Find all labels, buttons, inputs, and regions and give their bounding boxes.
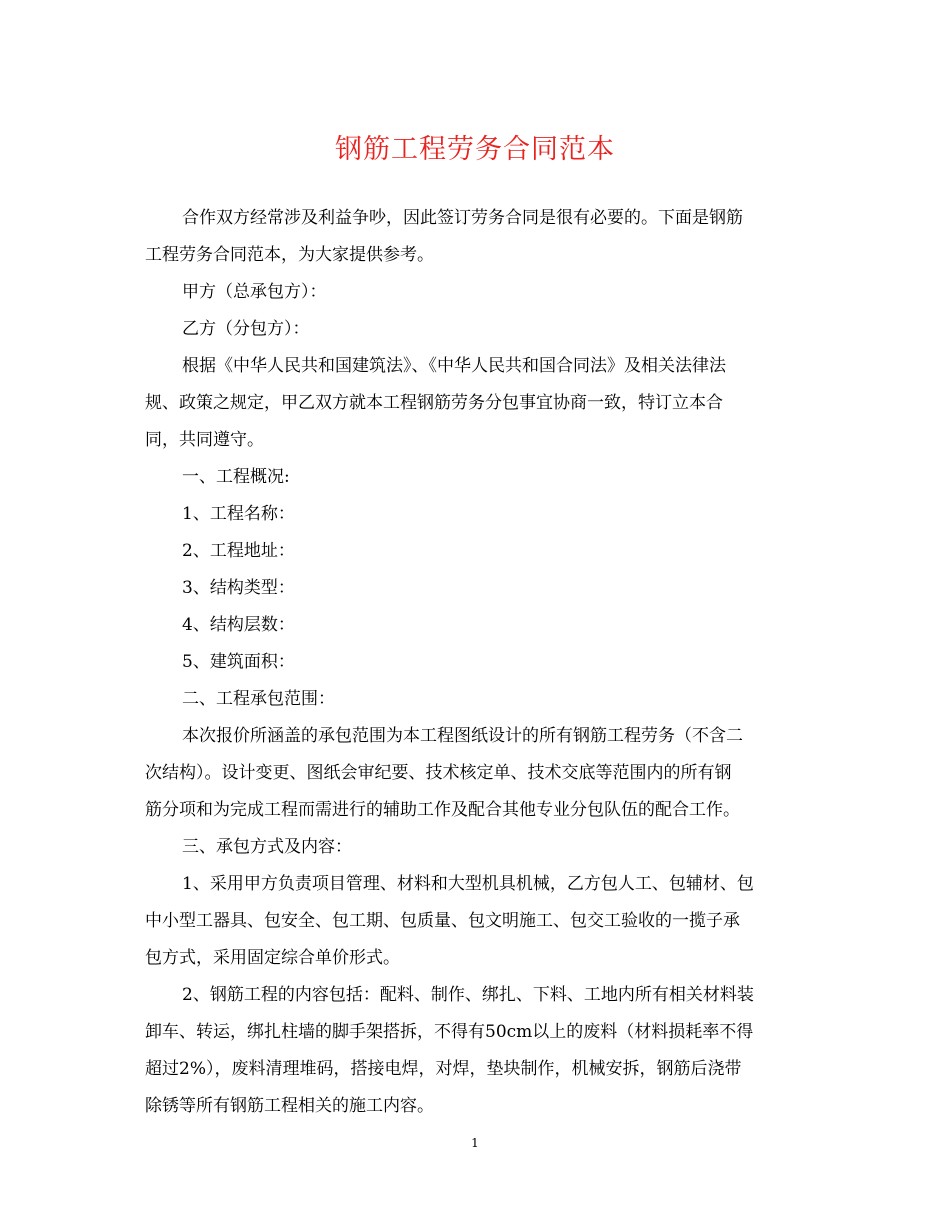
paragraph-line: 中小型工器具、包安全、包工期、包质量、包文明施工、包交工验收的一揽子承	[145, 911, 740, 931]
paragraph-line: 次结构）。设计变更、图纸会审纪要、技术核定单、技术交底等范围内的所有钢	[145, 763, 732, 783]
paragraph-line: 超过2%），废料清理堆码，搭接电焊，对焊，垫块制作，机械安拆，钢筋后浇带	[145, 1059, 742, 1079]
document-title: 钢筋工程劳务合同范本	[335, 134, 615, 165]
paragraph-line: 一、工程概况:	[182, 467, 290, 487]
paragraph	[145, 311, 820, 348]
paragraph-line: 包方式，采用固定综合单价形式。	[145, 948, 400, 968]
paragraph-line: 2、工程地址：	[182, 541, 295, 561]
paragraph	[145, 829, 820, 866]
paragraph-line: 合作双方经常涉及利益争吵，因此签订劳务合同是很有必要的。下面是钢筋	[182, 208, 743, 228]
paragraph-line: 规、政策之规定，甲乙双方就本工程钢筋劳务分包事宜协商一致，特订立本合	[145, 393, 723, 413]
paragraph-line: 5、建筑面积：	[182, 652, 295, 672]
paragraph	[145, 533, 820, 570]
paragraph-line: 本次报价所涵盖的承包范围为本工程图纸设计的所有钢筋工程劳务（不含二	[182, 726, 743, 746]
paragraph-line: 二、工程承包范围：	[182, 689, 335, 709]
paragraph-line: 甲方（总承包方）：	[182, 282, 327, 302]
document-body	[145, 200, 820, 1125]
paragraph-line: 4、结构层数：	[182, 615, 295, 635]
paragraph-line: 2、钢筋工程的内容包括：配料、制作、绑扎、下料、工地内所有相关材料装	[182, 985, 754, 1005]
paragraph	[145, 348, 820, 459]
paragraph-line: 卸车、转运，绑扎柱墙的脚手架搭拆，不得有50cm以上的废料（材料损耗率不得	[145, 1022, 754, 1042]
paragraph	[145, 200, 820, 274]
paragraph-line: 三、承包方式及内容：	[182, 837, 352, 857]
paragraph	[145, 607, 820, 644]
paragraph	[145, 644, 820, 681]
paragraph	[145, 570, 820, 607]
page-number: 1	[471, 1136, 479, 1150]
paragraph	[145, 459, 820, 496]
paragraph	[145, 681, 820, 718]
paragraph-line: 1、工程名称：	[182, 504, 295, 524]
paragraph-line: 除锈等所有钢筋工程相关的施工内容。	[145, 1096, 434, 1116]
paragraph	[145, 274, 820, 311]
paragraph	[145, 977, 820, 1125]
paragraph-line: 根据《中华人民共和国建筑法》、《中华人民共和国合同法》及相关法律法	[182, 356, 726, 376]
paragraph	[145, 718, 820, 829]
paragraph-line: 同，共同遵守。	[145, 430, 264, 450]
paragraph-line: 筋分项和为完成工程而需进行的辅助工作及配合其他专业分包队伍的配合工作。	[145, 800, 740, 820]
paragraph-line: 乙方（分包方）：	[182, 319, 310, 339]
paragraph-line: 1、采用甲方负责项目管理、材料和大型机具机械，乙方包人工、包辅材、包	[182, 874, 754, 894]
paragraph	[145, 866, 820, 977]
paragraph-line: 3、结构类型：	[182, 578, 295, 598]
paragraph	[145, 496, 820, 533]
paragraph-line: 工程劳务合同范本，为大家提供参考。	[145, 245, 434, 265]
